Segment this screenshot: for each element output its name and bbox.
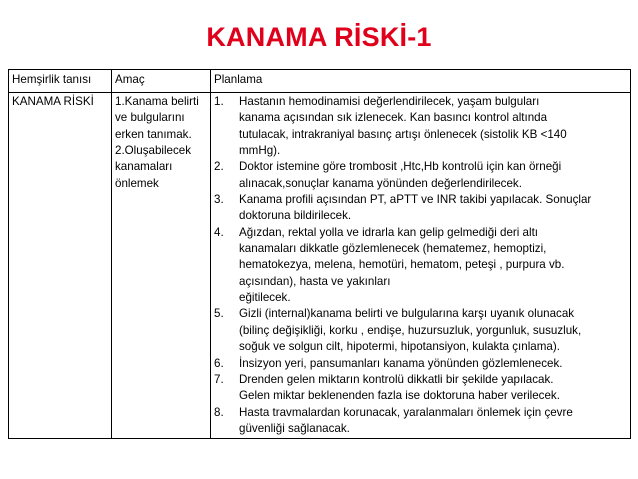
item-text: Doktor istemine göre trombosit ,Htc,Hb kontrolü için kan örneği alınacak,sonuçlar kanama yönünden değerlendirilecek. [239,160,562,190]
table-row [9,93,631,439]
item-text: İnsizyon yeri, pansumanları kanama yönünden gözlemlenecek. [239,356,563,370]
list-item [214,356,627,372]
item-number: 2. [214,160,224,174]
aim-cell [112,93,211,439]
item-text: Gizli (internal)kanama belirti ve bulgularına karşı uyanık olunacak (bilinç değişikliği, korku , endişe, huzursuzluk, yorgunluk, susuzluk, soğuk ve solgun cilt, hipotermi, hipotansiyon, kulakta çınlama). [239,307,582,354]
list-item [214,372,627,405]
aim-line: kanamaları [115,160,173,174]
header-nursing-diagnosis: Hemşirlik tanısı [9,70,112,93]
item-text: Drenden gelen miktarın kontrolü dikkatli bir şekilde yapılacak. Gelen miktar beklenenden fazla ise doktoruna haber verilecek. [239,372,560,403]
list-item [214,94,627,159]
slide-title: KANAMA RİSKİ-1 [206,22,432,52]
aim-line: önlemek [115,176,159,190]
item-number: 4. [214,225,224,239]
aim-line: 1.Kanama belirti [115,95,199,108]
planning-cell [211,93,631,439]
item-text: Hasta travmalardan korunacak, yaralanmaları önlemek için çevre güvenliği sağlanacak. [239,405,573,435]
header-planning: Planlama [211,70,631,93]
item-number: 3. [214,193,224,207]
item-text: Kanama profili açısından PT, aPTT ve INR takibi yapılacak. Sonuçlar doktoruna bildirilecek. [239,193,592,223]
item-text: Hastanın hemodinamisi değerlendirilecek, yaşam bulguları kanama açısından sık izlenecek. Kan basıncı kontrol altında tutulacak, intrakraniyal basınç artışı önlenecek (sistolik KB <140 mmHg). [239,95,567,158]
list-item [214,192,627,225]
item-number: 5. [214,307,224,321]
table-header-row [9,70,631,93]
aim-line: 2.Oluşabilecek [115,144,192,158]
item-number: 6. [214,356,224,370]
list-item [214,225,627,307]
item-number: 8. [214,405,224,419]
aim-line: ve bulgularını [115,111,185,125]
planning-list [214,94,627,437]
list-item [214,405,627,438]
list-item [214,306,627,355]
aim-line: erken tanımak. [115,127,192,141]
care-plan-table [8,69,631,439]
item-number: 1. [214,95,224,108]
item-number: 7. [214,372,224,386]
list-item [214,159,627,192]
item-text: Ağızdan, rektal yolla ve idrarla kan gelip gelmediği deri altı kanamaları dikkatle gözlemlenecek (hematemez, hemoptizi, hematokezya, melena, hemotüri, hematom, peteşi , purpura vb. açısından), hasta ve yakınları eğitilecek. [239,225,565,305]
header-aim: Amaç [112,70,211,93]
diagnosis-cell: KANAMA RİSKİ [9,93,112,439]
